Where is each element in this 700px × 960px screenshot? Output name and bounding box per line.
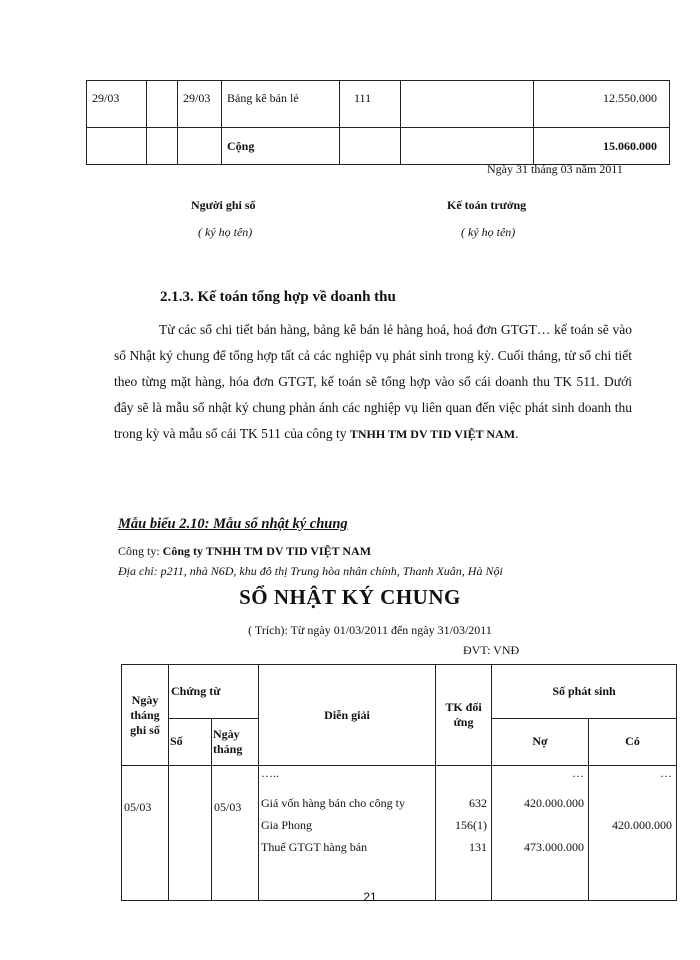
ellipsis: …..: [261, 766, 279, 780]
company-label: Công ty:: [118, 544, 163, 558]
entry-voucher-date: 05/03: [212, 766, 259, 901]
table-row: [87, 81, 670, 128]
entry-desc-line: Giá vốn hàng bán cho công ty: [261, 796, 405, 810]
entry-credit: [589, 792, 672, 814]
cell-date: 29/03: [87, 81, 147, 128]
chief-signature-note: ( ký họ tên): [461, 225, 516, 239]
ellipsis: …: [660, 766, 672, 780]
cell-date-2: 29/03: [178, 81, 222, 128]
total-label: Cộng: [222, 128, 340, 165]
section-title: 2.1.3. Kế toán tổng hợp về doanh thu: [160, 289, 396, 305]
entry-desc-line: Gia Phong: [261, 818, 312, 832]
section-paragraph: [114, 317, 632, 447]
chief-accountant-title: Kế toán trưởng: [447, 198, 527, 212]
header-row: [122, 665, 677, 719]
signature-date: Ngày 31 tháng 03 năm 2011: [487, 162, 623, 176]
form-title: Mẫu biểu 2.10: Mẫu sổ nhật ký chung: [118, 516, 348, 532]
recorder-signature-note: ( ký họ tên): [198, 225, 253, 239]
cell-blank: [401, 81, 534, 128]
cell-description: Bảng kê bán lẻ: [222, 81, 340, 128]
address-line: Địa chỉ: p211, nhà N6D, khu đô thị Trung hòa nhân chính, Thanh Xuân, Hà Nội: [118, 564, 503, 578]
entry-accounts: [436, 766, 492, 901]
company-name: Công ty TNHH TM DV TID VIỆT NAM: [162, 544, 372, 558]
header-voucher-number: Số: [169, 718, 212, 765]
header-account: TK đối ứng: [436, 665, 492, 766]
company-line: [118, 544, 371, 559]
total-row: [87, 128, 670, 165]
header-description: Diễn giải: [259, 665, 436, 766]
general-journal-table: [121, 664, 677, 901]
entry-account: 156(1): [455, 818, 487, 832]
entry-debit: 420.000.000: [524, 796, 584, 810]
entry-debit: 473.000.000: [524, 840, 584, 854]
cell-amount: 12.550.000: [534, 81, 670, 128]
header-voucher-date: Ngày tháng: [212, 718, 259, 765]
period-line: ( Trích): Từ ngày 01/03/2011 đến ngày 31/03/2011: [248, 623, 492, 637]
cell-account: 111: [340, 81, 401, 128]
entry-debits: [492, 766, 589, 901]
paragraph-end: .: [515, 426, 519, 441]
header-amount: Số phát sinh: [492, 665, 677, 719]
page-number: 21: [363, 890, 377, 904]
entry-desc-line: Thuế GTGT hàng bán: [261, 840, 368, 854]
header-date: Ngày tháng ghi sổ: [122, 665, 169, 766]
table-row: [122, 766, 677, 901]
entry-account: 632: [469, 796, 487, 810]
header-voucher: Chứng từ: [169, 665, 259, 719]
company-name-bold: TNHH TM DV TID VIỆT NAM: [349, 427, 516, 441]
entry-account: 131: [469, 840, 487, 854]
unit-line: ĐVT: VNĐ: [463, 643, 520, 657]
header-debit: Nợ: [492, 718, 589, 765]
entry-credit: [589, 836, 672, 858]
entry-date: 05/03: [122, 766, 169, 901]
entry-credit: 420.000.000: [612, 818, 672, 832]
revenue-detail-table: [86, 80, 670, 165]
recorder-title: Người ghi sổ: [191, 198, 256, 212]
journal-title: SỔ NHẬT KÝ CHUNG: [239, 585, 461, 609]
cell-number: [147, 81, 178, 128]
entry-credits: [589, 766, 677, 901]
entry-debit: [492, 814, 584, 836]
total-amount: 15.060.000: [534, 128, 670, 165]
header-credit: Có: [589, 718, 677, 765]
paragraph-text: Từ các sổ chi tiết bán hàng, bảng kê bán lẻ hàng hoá, hoá đơn GTGT… kế toán sẽ vào sổ Nhật ký chung để tổng hợp tất cả các nghiệp vụ phát sinh trong kỳ. Cuối tháng, từ sổ chi tiết theo từng mặt hàng, hóa đơn GTGT, kế toán sẽ tổng hợp vào sổ cái doanh thu TK 511. Dưới đây sẽ là mẫu sổ nhật ký chung phản ánh các nghiệp vụ liên quan đến việc phát sinh doanh thu trong kỳ và mẫu sổ cái TK 511 của công ty: [114, 322, 632, 441]
entry-descriptions: [259, 766, 436, 901]
ellipsis: …: [572, 766, 584, 780]
